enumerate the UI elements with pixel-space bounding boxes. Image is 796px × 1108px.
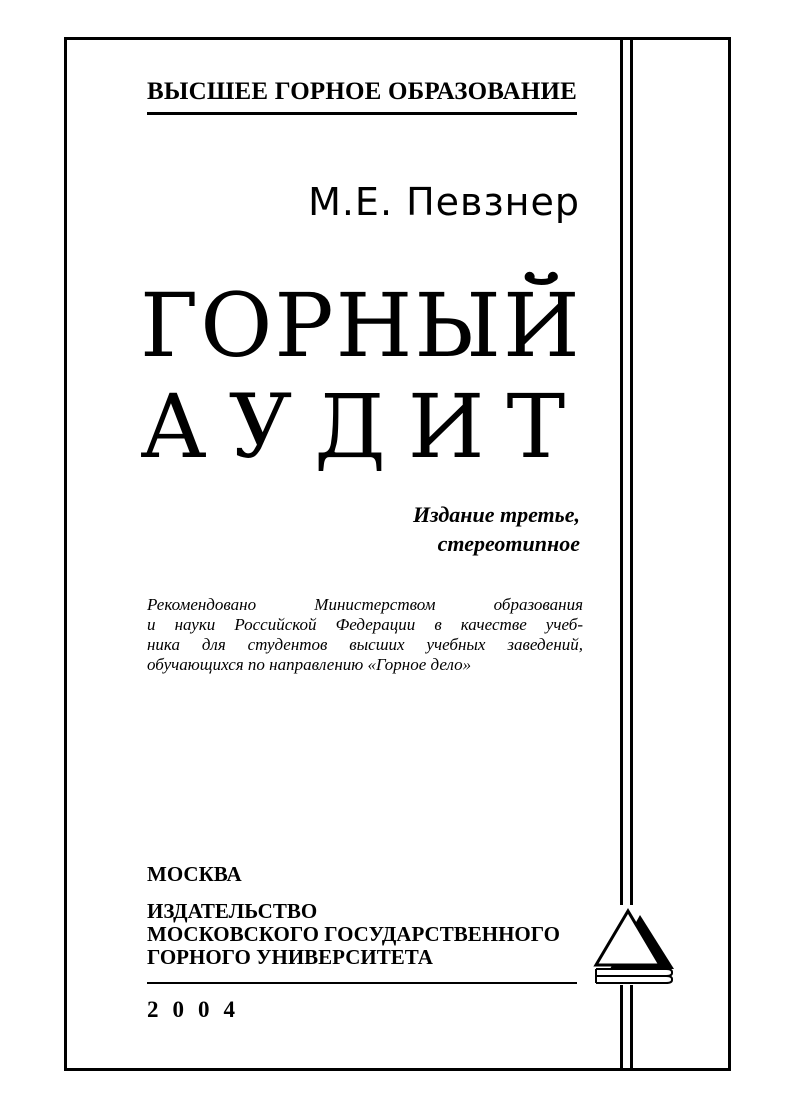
recommendation-line-1: Рекомендовано Министерством образования xyxy=(147,595,583,614)
recommendation-line-4: обучающихся по направлению «Горное дело» xyxy=(147,655,472,674)
publisher-line-2: МОСКОВСКОГО ГОСУДАРСТВЕННОГО xyxy=(147,922,560,946)
book-title-line-1: ГОРНЫЙ xyxy=(140,274,582,377)
recommendation-line-3: ника для студентов высших учебных заведений, xyxy=(147,635,583,654)
book-title-line-2: АУДИТ xyxy=(140,375,588,478)
author-name: М.Е. Певзнер xyxy=(308,180,580,224)
series-underline xyxy=(147,112,577,115)
publisher-line-3: ГОРНОГО УНИВЕРСИТЕТА xyxy=(147,945,433,969)
edition-line-2: стереотипное xyxy=(437,531,580,556)
recommendation-text xyxy=(147,595,583,675)
recommendation-line-2: и науки Российской Федерации в качестве учеб- xyxy=(147,615,583,634)
series-title: ВЫСШЕЕ ГОРНОЕ ОБРАЗОВАНИЕ xyxy=(147,78,577,105)
publisher-line-1: ИЗДАТЕЛЬСТВО xyxy=(147,899,318,923)
publisher-underline xyxy=(147,982,577,984)
publisher-name xyxy=(147,900,560,969)
edition-note xyxy=(330,500,580,558)
triangle-book-icon xyxy=(590,905,680,985)
publication-city: МОСКВА xyxy=(147,862,242,886)
publication-year: 2004 xyxy=(147,997,249,1022)
edition-line-1: Издание третье, xyxy=(412,502,580,527)
